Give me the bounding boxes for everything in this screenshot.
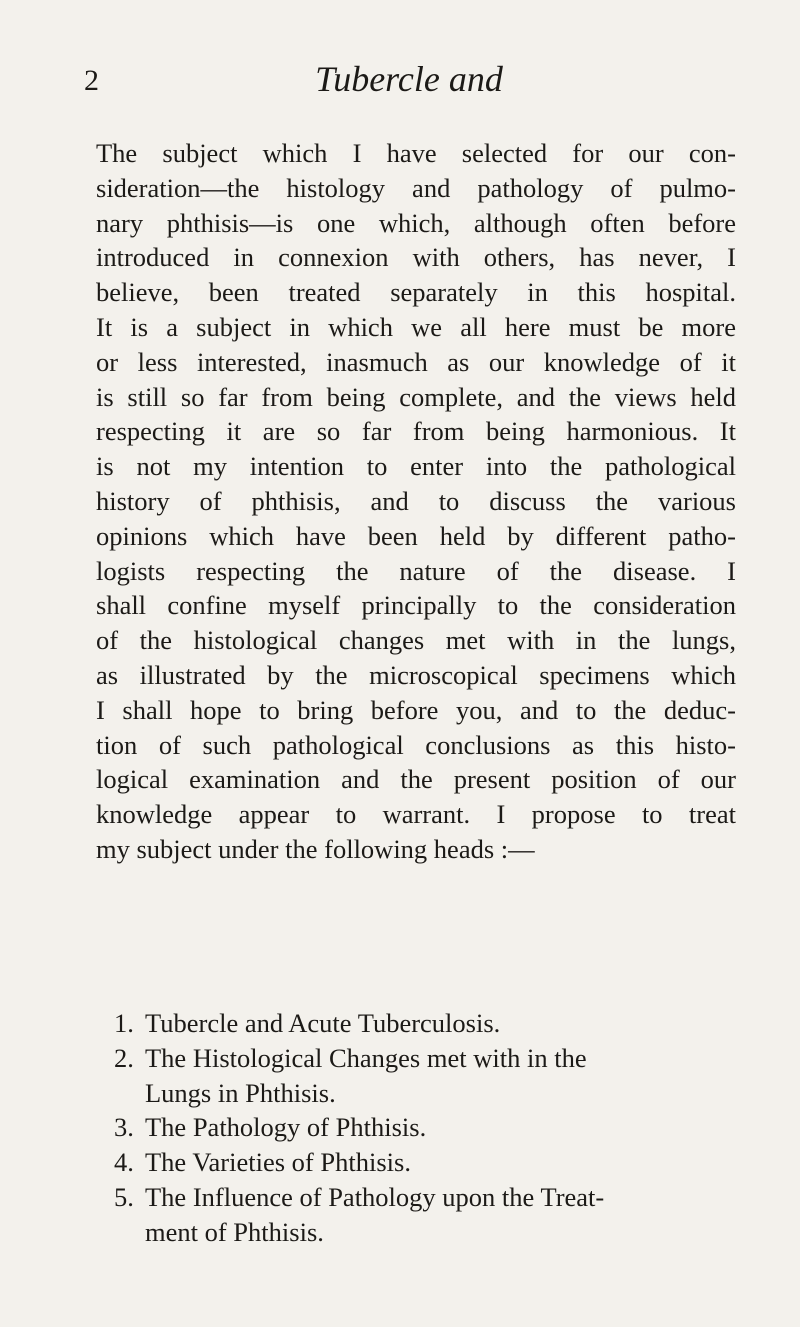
body-paragraph [96, 136, 736, 867]
paragraph-line: history of phthisis, and to discuss the various [96, 485, 736, 516]
paragraph-line: my subject under the following heads :— [96, 833, 535, 864]
list-item-text: The Histological Changes met with in the [145, 1042, 587, 1073]
list-item-text: The Pathology of Phthisis. [145, 1112, 427, 1143]
paragraph-line: I shall hope to bring before you, and to the deduc- [96, 694, 736, 725]
paragraph-line: is not my intention to enter into the pathological [96, 451, 736, 482]
list-item [114, 1006, 736, 1041]
list-item [114, 1110, 736, 1145]
list-item-number: 4. [114, 1147, 134, 1178]
paragraph-line: respecting it are so far from being harmonious. It [96, 416, 736, 447]
list-item-number: 1. [114, 1008, 134, 1038]
list-item-text-continued: ment of Phthisis. [145, 1216, 324, 1247]
paragraph-line: introduced in connexion with others, has never, I [96, 242, 736, 273]
paragraph-line: or less interested, inasmuch as our knowledge of it [96, 346, 736, 377]
paragraph-line: knowledge appear to warrant. I propose to treat [96, 799, 736, 830]
paragraph-line: It is a subject in which we all here must be more [96, 311, 736, 342]
paragraph-line: nary phthisis—is one which, although often before [96, 207, 736, 238]
list-item-text: The Influence of Pathology upon the Treat- [145, 1181, 605, 1212]
list-item [114, 1145, 736, 1180]
paragraph-line: The subject which I have selected for our con- [96, 138, 736, 168]
list-item [114, 1041, 736, 1111]
list-item-number: 3. [114, 1112, 134, 1143]
running-title: Tubercle and [315, 59, 503, 99]
paragraph-line: believe, been treated separately in this hospital. [96, 277, 736, 308]
paragraph-line: as illustrated by the microscopical specimens which [96, 659, 736, 690]
paragraph-line: logists respecting the nature of the disease. I [96, 555, 736, 586]
list-item-number: 5. [114, 1181, 134, 1212]
paragraph-line: of the histological changes met with in the lungs, [96, 625, 736, 656]
paragraph-line: tion of such pathological conclusions as this histo- [96, 729, 736, 760]
page-number: 2 [84, 64, 99, 97]
list-item [114, 1180, 736, 1250]
running-head [84, 58, 734, 108]
list-item-text: The Varieties of Phthisis. [145, 1147, 411, 1178]
list-item-text-continued: Lungs in Phthisis. [145, 1077, 336, 1108]
paragraph-line: opinions which have been held by different patho- [96, 520, 736, 551]
list-item-number: 2. [114, 1042, 134, 1073]
list-item-text: Tubercle and Acute Tuberculosis. [145, 1008, 501, 1038]
paragraph-line: logical examination and the present position of our [96, 764, 736, 795]
paragraph-line: sideration—the histology and pathology of pulmo- [96, 172, 736, 203]
paragraph-line: shall confine myself principally to the consideration [96, 590, 736, 621]
paragraph-line: is still so far from being complete, and the views held [96, 381, 736, 412]
heads-list [114, 1006, 736, 1250]
